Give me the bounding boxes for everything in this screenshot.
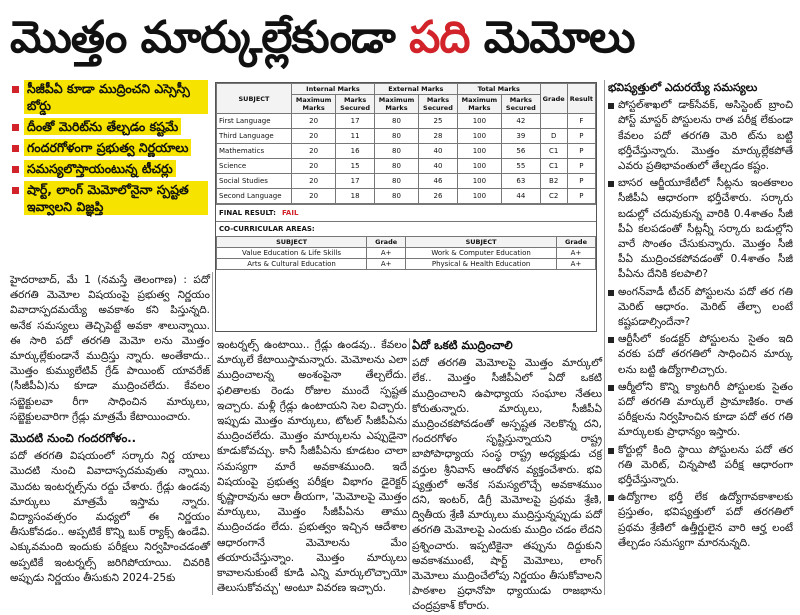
cell-tsec: 63 [502, 174, 541, 189]
cell-subject: Second Language [217, 189, 292, 204]
cell-imax: 20 [292, 129, 336, 144]
highlight-bullets [12, 80, 208, 219]
column-divider [212, 272, 213, 595]
article-column-3 [412, 338, 602, 613]
cell-subject: Third Language [217, 129, 292, 144]
square-bullet-icon [608, 337, 614, 343]
column-divider [409, 338, 410, 595]
cell-imax: 20 [292, 189, 336, 204]
cell-isec: 15 [336, 159, 375, 174]
column-divider [604, 80, 605, 595]
square-bullet-icon [12, 187, 19, 194]
cell-tsec: 39 [502, 129, 541, 144]
cell-result: P [567, 174, 595, 189]
cell-emax: 80 [374, 129, 418, 144]
cell-grade: D [540, 129, 567, 144]
sidebar-point: ఉద్యోగాల భర్తీ లేక ఉద్యోగావకాశాలకు ప్రస్తుతం, భవిష్యత్తులో పదో తరగతిలో ప్రథమ శ్రేణిలో ఉత్తీర్ణులైన వారి ఆర్హ లంటే తేల్చడం సమస్యగా మారనున్నది. [608, 490, 793, 551]
bullet-item: గందరగోళంగా ప్రభుత్వ నిర్ణయాలు [12, 139, 208, 156]
marks-row [217, 174, 596, 189]
cell-grade [540, 114, 567, 129]
cell-subject: Mathematics [217, 144, 292, 159]
marks-row [217, 114, 596, 129]
bullet-item: సీజీపీఏ కూడా ముద్రించని ఎస్సెస్సీ బోర్డు [12, 80, 208, 114]
co-cell-s2: Physical & Health Education [406, 259, 557, 270]
square-bullet-icon [608, 103, 614, 109]
cell-emax: 80 [374, 159, 418, 174]
square-bullet-icon [608, 448, 614, 454]
square-bullet-icon [608, 181, 614, 187]
sidebar-point: ఆర్టీసీలో కండక్టర్‌ పోస్టులను సైతం ఇది వరకు పదో తరగతిలో సాధించిన మార్కు లను బట్టి ఉద్యోగాలిచ్చారు. [608, 332, 793, 378]
cell-tsec: 55 [502, 159, 541, 174]
cell-result: F [567, 114, 595, 129]
cell-isec: 11 [336, 129, 375, 144]
co-cell-s1: Arts & Cultural Education [217, 259, 367, 270]
cell-result: P [567, 159, 595, 174]
cell-tmax: 100 [457, 159, 501, 174]
co-col-subject: SUBJECT [217, 237, 367, 248]
cell-tmax: 100 [457, 129, 501, 144]
square-bullet-icon [608, 495, 614, 501]
co-cell-g1: A+ [367, 259, 406, 270]
marks-row [217, 129, 596, 144]
co-curricular-row [217, 259, 596, 270]
body-paragraph: పదో తరగతి మెమోలపై మొత్తం మార్కులో లేక.. మొత్తం సీజీపీఏలో ఏదో ఒకటి ముద్రించాలని ఉపాధ్యాయ సంఘాల నేతలు కోరుతున్నారు. మార్కులు, సీజీపీఏ ముద్రించకపోవడంతో అస్పష్టత నెలకొన్న దని, గందరగోళం సృష్టిస్తున్నాయని రాష్ట్ర బాపోపాధ్యాయ సంస్థ రాష్ట్ర అధ్యక్షుడు చక్ర వర్తుల శ్రీనివాస్‌ ఆందోళన వ్యక్తంచేశారు. భవి ష్యత్తులో అనేక సమస్యలొచ్చే అవకాశముం దని, ఇంటర్‌, డిగ్రీ మెమోలపై ప్రథమ శ్రేణి, ద్వితీయ శ్రేణి మార్కులు ముద్రిస్తున్నప్పుడు పదో తరగతి మెమోలపై ఎందుకు ముద్రిం చడం లేదని ప్రశ్నించారు. ఇప్పటికైనా తప్పును దిద్దుకుని అవకాశముంటే, షార్ట్‌ మెమోలు, లాంగ్‌ మెమోలు ముద్రించేలోపు నిర్ణయం తీసుకోవాలని పాఠశాల ప్రధానోపా ధ్యాయుడు రాజభాను చంద్రప్రకాశ్‌ కోరారు. [412, 357, 602, 613]
square-bullet-icon [608, 290, 614, 296]
cell-tsec: 42 [502, 114, 541, 129]
cell-esec: 26 [419, 189, 458, 204]
sidebar-point: పోస్టల్‌శాఖలో డాక్‌సేవక్‌, అసిస్టెంట్‌ బ్రాంచి పోస్ట్‌ మాస్టర్‌ పోస్టులను రాత పరీక్ష లేకుండా కేవలం పదో తరగతి మెరి ట్‌ను బట్టి భర్తీచేస్తున్నారు. మొత్తం మార్కుల్లేకపోతే ఎవరు ప్రతిభావంతులో తేల్చడం కష్టం. [608, 98, 793, 174]
cell-imax: 20 [292, 114, 336, 129]
co-cell-s2: Work & Computer Education [406, 248, 557, 259]
col-max: Maximum Marks [457, 95, 501, 114]
body-paragraph: పదో తరగతి విషయంలో సర్కారు నిర్ణ యాలు మొదటి నుంచి వివాదాస్పదమవుతు న్నాయి. మొదట ఇంటర్నల్స్‌ను రద్దు చేశారు. గ్రేడ్లు ఉండవు మార్కులు మాత్రమే ఇస్తామ న్నారు. విద్యాసంవత్సరం మధ్యలో ఈ నిర్ణయం తీసుకోవడం.. అప్పటికే కొన్ని బుక్‌ ర్యాక్స్‌ ఉండేవి. ఎక్కువమంది ఇందుకు పరీక్షలు నిర్వహించడంతో అప్పటికే ఇంటర్నల్స్‌ జరిగిపోయాయి. చివరికి అప్పుడు నిర్ణయం తీసుకుని 2024-25కు [10, 450, 210, 584]
body-paragraph: ఇంటర్నల్స్‌ ఉంటాయి.. గ్రేడ్లు ఉండవు.. కేవలం మార్కులే కేటాయిస్తామన్నారు. మెమోలను ఎలా ముద్రించాలన్న అంశంపైనా తేల్చలేదు. ఫలితాలకు రెండు రోజుల ముందే స్పష్టత ఇచ్చారు. మళ్లీ గ్రేడ్లు ఉంటాయని సెల విచ్చారు. ఇప్పుడు మొత్తం మార్కులు, టోటల్‌ సీజీపీఏను ముద్రించలేదు. మొత్తం మార్కులను ఎప్పుడైనా కూడుకోవచ్చు. కానీ సీజీపీఏను కూడటం చాలా సమస్యగా మారే అవకాశముంది. ఇదే విషయంపై ప్రభుత్వ పరీక్షల విభాగం డైరెక్టర్‌ కృష్ణారావును ఆరా తీయగా, 'మెమోలపై మొత్తం మార్కులు, మొత్తం సీజీపీఏను తాము ముద్రించడం లేదు. ప్రభుత్వం ఇచ్చిన ఆదేశాల ఆధారంగానే మెమోలను మేం తయారుచేస్తున్నాం. మొత్తం మార్కులు కావాలనుకుంటే కూడి ఎన్ని మార్కులొచ్చాయో తెలుసుకోవచ్చు' అంటూ వివరణ ఇచ్చారు. [217, 339, 407, 595]
article-column-2 [217, 338, 407, 595]
co-curricular-table [216, 236, 596, 270]
cell-subject: Social Studies [217, 174, 292, 189]
co-cell-s1: Value Education & Life Skills [217, 248, 367, 259]
cell-emax: 80 [374, 144, 418, 159]
square-bullet-icon [12, 166, 19, 173]
bullet-item: దీంతో మెరిట్‌ను తేల్చడం కష్టమే [12, 118, 208, 135]
cell-emax: 80 [374, 174, 418, 189]
cell-tmax: 100 [457, 114, 501, 129]
sidebar-point: ఆర్మీలోని కొన్ని క్యాటగిరీ పోస్టులకు సైతం పదో తరగతి మార్కులే ప్రామాణికం. రాత పరీక్షలను నిర్వహించిన కూడా పదో తర గతి మార్కులకు ప్రాధాన్యం ఇస్తారు. [608, 380, 793, 441]
square-bullet-icon [12, 86, 19, 93]
section-heading: ఏదో ఒకటి ముద్రించాలి [412, 338, 513, 352]
col-grade: Grade [540, 84, 567, 114]
cell-isec: 16 [336, 144, 375, 159]
cell-result: P [567, 129, 595, 144]
cell-imax: 20 [292, 174, 336, 189]
cell-tmax: 100 [457, 144, 501, 159]
co-col-grade: Grade [557, 237, 596, 248]
col-subject: SUBJECT [217, 84, 292, 114]
col-secured: Marks Secured [419, 95, 458, 114]
co-curricular-title: CO-CURRICULAR AREAS: [216, 221, 596, 236]
cell-isec: 17 [336, 114, 375, 129]
final-result: FINAL RESULT: FAIL [216, 204, 596, 221]
marks-row [217, 189, 596, 204]
bullet-item: షార్ట్‌, లాంగ్‌ మెమోలోనైనా స్పష్టత ఇవ్వాలని విజ్ఞప్తి [12, 181, 208, 215]
sidebar-point: కోర్టుల్లో కింది స్థాయి పోస్టులను పదో తర గతి మెరిట్‌, చిన్నపాటి పరీక్ష ఆధారంగా భర్తీచేస్తున్నారు. [608, 443, 793, 489]
sidebar-heading: భవిష్యత్తులో ఎదురయ్యే సమస్యలు [608, 81, 758, 94]
article-column-1 [10, 273, 210, 595]
square-bullet-icon [608, 385, 614, 391]
cell-imax: 20 [292, 144, 336, 159]
marks-memo-image [215, 82, 597, 332]
cell-esec: 28 [419, 129, 458, 144]
headline: మొత్తం మార్కుల్లేకుండా పది మెమోలు [10, 12, 635, 63]
cell-result: P [567, 189, 595, 204]
final-result-value: FAIL [281, 209, 299, 217]
cell-isec: 18 [336, 189, 375, 204]
square-bullet-icon [12, 145, 19, 152]
co-curricular-row [217, 248, 596, 259]
col-max: Maximum Marks [292, 95, 336, 114]
col-result: Result [567, 84, 595, 114]
cell-subject: Science [217, 159, 292, 174]
col-total: Total Marks [457, 84, 540, 95]
cell-grade: C1 [540, 159, 567, 174]
cell-tsec: 44 [502, 189, 541, 204]
co-col-grade: Grade [367, 237, 406, 248]
bullet-item: సమస్యలొస్తాయంటున్న టీచర్లు [12, 160, 208, 177]
co-col-subject: SUBJECT [406, 237, 557, 248]
cell-tmax: 100 [457, 174, 501, 189]
cell-esec: 40 [419, 159, 458, 174]
cell-esec: 40 [419, 144, 458, 159]
sidebar-column [608, 80, 793, 595]
sidebar-point: అంగన్‌వాడీ టీచర్‌ పోస్టులను పదో తర గతి మెరిట్‌ ఆధారం. మెరిట్‌ తేల్చా లంటే కష్టపడాల్సిందేనా? [608, 285, 793, 331]
cell-emax: 80 [374, 114, 418, 129]
cell-subject: First Language [217, 114, 292, 129]
cell-isec: 17 [336, 174, 375, 189]
sidebar-point: బాసర ఆర్జీయూకేటీలో సీట్లను ఇంతకాలం సీజీపీఏ ఆధారంగా భర్తీచేశారు. సర్కారు బడుల్లో చదువుకున్న వారికి 0.4శాతం సీజీ పీఏ కలపడంతో సీట్లన్నీ సర్కారు బడుల్లోని వారే సొంతం చేసుకున్నారు. మొత్తం సీజీ పీఏ ముద్రించకపోవడంతో 0.4శాతం సీజీ పీఏను దేనికి కలపాలి? [608, 176, 793, 282]
cell-tsec: 56 [502, 144, 541, 159]
cell-emax: 80 [374, 189, 418, 204]
co-cell-g2: A+ [557, 259, 596, 270]
col-secured: Marks Secured [336, 95, 375, 114]
headline-accent: పది [409, 12, 470, 63]
body-paragraph: హైదరాబాద్‌, మే 1 (నమస్తే తెలంగాణ) : పదో తరగతి మెమోల విషయంపై ప్రభుత్వ నిర్ణయం వివాదాస్పదమయ్యే అవకాశం కని పిస్తున్నది. అనేక సమస్యలు తెచ్చిపెట్టే అవకా శాలున్నాయి. ఈ సారి పదో తరగతి మెమో లను మొత్తం మార్కుల్లేకుండానే ముద్రిస్తు న్నారు. అంతేకాదు.. మొత్తం కుమ్యులేటివ్‌ గ్రేడ్‌ పాయింట్‌ యావరేజ్‌ (సీజీపీఏ)ను కూడా ముద్రించలేదు. కేవలం సబ్జెక్టులవా రీగా సాధించిన మార్కులు, సబ్జెక్టులవారిగా గ్రేడ్లు మాత్రమే కేటాయించారు. [10, 274, 210, 423]
cell-grade: B2 [540, 174, 567, 189]
cell-tmax: 100 [457, 189, 501, 204]
cell-grade: C1 [540, 144, 567, 159]
co-cell-g2: A+ [557, 248, 596, 259]
cell-grade: C2 [540, 189, 567, 204]
section-heading: మొదటి నుంచి గందరగోళం.. [10, 431, 137, 446]
square-bullet-icon [12, 124, 19, 131]
co-cell-g1: A+ [367, 248, 406, 259]
col-external: External Marks [374, 84, 457, 95]
col-internal: Internal Marks [292, 84, 375, 95]
marks-table [216, 83, 596, 204]
cell-esec: 25 [419, 114, 458, 129]
cell-esec: 46 [419, 174, 458, 189]
cell-imax: 20 [292, 159, 336, 174]
marks-row [217, 159, 596, 174]
col-max: Maximum Marks [374, 95, 418, 114]
col-secured: Marks Secured [502, 95, 541, 114]
cell-result: P [567, 144, 595, 159]
marks-row [217, 144, 596, 159]
